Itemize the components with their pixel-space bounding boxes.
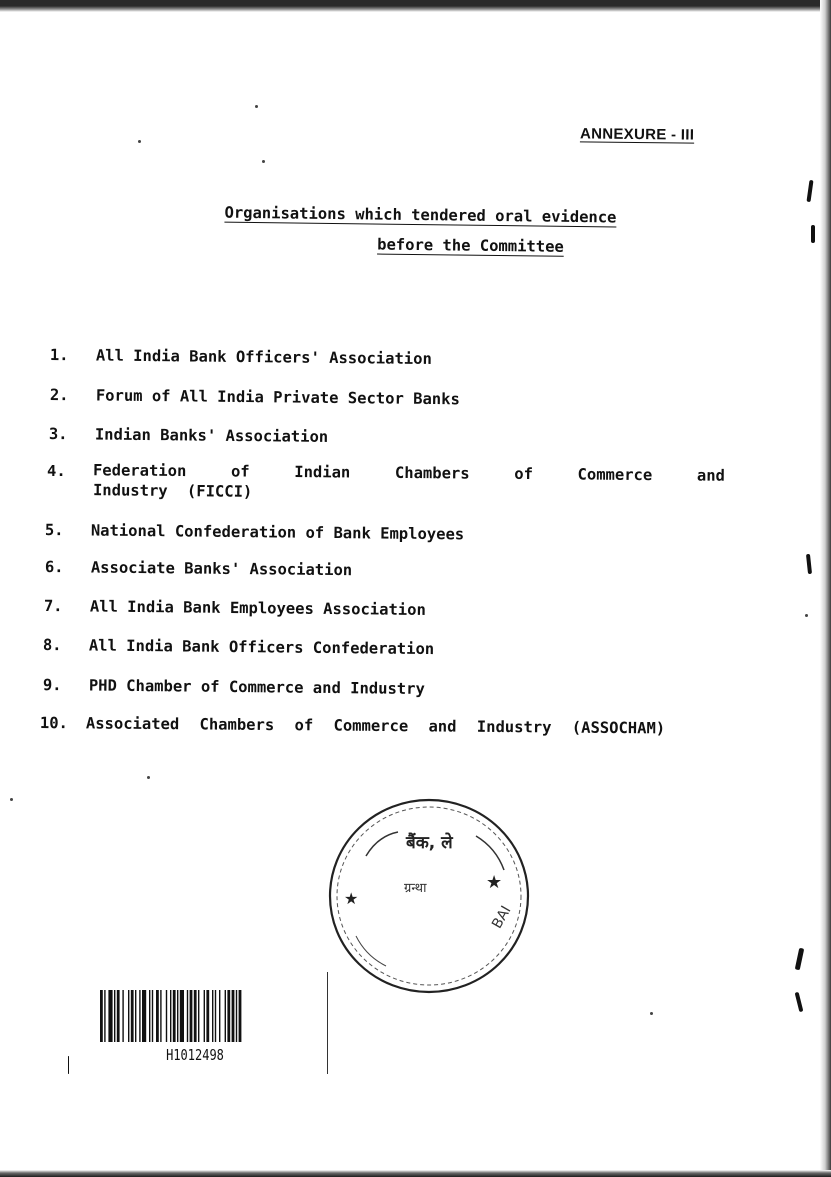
scan-speck bbox=[10, 798, 13, 801]
stamp-middle-text: ग्रन्था bbox=[404, 881, 427, 896]
barcode-bar bbox=[198, 990, 199, 1042]
scan-mark bbox=[795, 992, 804, 1012]
item-number: 7. bbox=[43, 597, 63, 616]
scan-speck bbox=[255, 105, 258, 108]
scan-edge-bottom bbox=[0, 1170, 831, 1177]
library-stamp bbox=[326, 796, 532, 996]
barcode-bar bbox=[131, 990, 134, 1042]
barcode-bar bbox=[122, 990, 123, 1042]
item-text: Indian Banks' Association bbox=[94, 425, 329, 446]
barcode-bar bbox=[204, 990, 205, 1042]
barcode-bar bbox=[152, 990, 153, 1042]
barcode-bar bbox=[166, 990, 167, 1042]
barcode-bar bbox=[206, 990, 209, 1042]
item-word: Indian bbox=[294, 462, 351, 482]
item-text: Forum of All India Private Sector Banks bbox=[95, 386, 460, 409]
barcode-bar bbox=[108, 990, 112, 1042]
barcode-bar bbox=[225, 990, 226, 1042]
item-text: All India Bank Officers' Association bbox=[95, 346, 432, 368]
barcode-bar bbox=[160, 990, 161, 1042]
barcode-bar bbox=[104, 990, 105, 1042]
item-word: of bbox=[230, 462, 250, 481]
item-word: of bbox=[514, 464, 534, 484]
barcode-bar bbox=[187, 990, 188, 1042]
item-number: 6. bbox=[44, 558, 64, 577]
star-icon: ★ bbox=[344, 889, 359, 908]
barcode-bar bbox=[180, 990, 184, 1042]
scan-edge-right bbox=[820, 0, 831, 1177]
barcode-bar bbox=[215, 990, 216, 1042]
page-title-line1: Organisations which tendered oral evidence bbox=[224, 203, 617, 227]
item-number: 1. bbox=[49, 346, 69, 365]
stamp-right-text: BAI bbox=[489, 903, 515, 932]
barcode-bar bbox=[114, 990, 115, 1042]
item-text-line2: Industry (FICCI) bbox=[92, 481, 253, 501]
item-number: 5. bbox=[44, 521, 64, 540]
barcode-bar bbox=[190, 990, 193, 1042]
barcode-bar bbox=[177, 990, 178, 1042]
item-text: Associated Chambers of Commerce and Industry (ASSOCHAM) bbox=[85, 714, 666, 738]
scan-mark bbox=[811, 225, 815, 243]
item-text: PHD Chamber of Commerce and Industry bbox=[88, 676, 425, 698]
item-number: 3. bbox=[48, 425, 68, 444]
stamp-top-text: बैंक, ले bbox=[406, 833, 453, 853]
scan-speck bbox=[650, 1012, 653, 1015]
item-text: Associate Banks' Association bbox=[90, 558, 353, 580]
barcode-bar bbox=[128, 990, 129, 1042]
scan-mark bbox=[795, 948, 804, 971]
item-text: National Confederation of Bank Employees bbox=[90, 521, 465, 544]
page-title-line2: before the Committee bbox=[377, 235, 564, 256]
barcode bbox=[100, 990, 290, 1042]
barcode-bar bbox=[173, 990, 176, 1042]
barcode-bar bbox=[100, 990, 103, 1042]
item-number: 9. bbox=[42, 676, 62, 695]
barcode-bar bbox=[227, 990, 230, 1042]
item-number: 8. bbox=[42, 636, 62, 655]
item-word: Chambers bbox=[394, 463, 470, 483]
scan-speck bbox=[138, 140, 141, 143]
scan-mark bbox=[68, 1056, 69, 1074]
barcode-bar bbox=[142, 990, 146, 1042]
scan-mark bbox=[806, 554, 812, 574]
scan-speck bbox=[262, 160, 265, 163]
scan-speck bbox=[147, 776, 150, 779]
barcode-bar bbox=[239, 990, 242, 1042]
barcode-bar bbox=[149, 990, 150, 1042]
barcode-number: H1012498 bbox=[166, 1046, 224, 1064]
barcode-bar bbox=[236, 990, 237, 1042]
scan-edge-top bbox=[0, 0, 831, 12]
item-number: 4. bbox=[47, 462, 66, 480]
barcode-bar bbox=[135, 990, 136, 1042]
item-number: 10. bbox=[39, 714, 68, 733]
barcode-bar bbox=[212, 990, 213, 1042]
barcode-bar bbox=[139, 990, 140, 1042]
item-word: and bbox=[696, 466, 725, 485]
divider-line bbox=[327, 972, 328, 1074]
item-text: All India Bank Employees Association bbox=[89, 597, 426, 619]
item-word: Federation bbox=[92, 461, 187, 481]
item-text: All India Bank Officers Confederation bbox=[88, 636, 435, 659]
scan-mark bbox=[806, 180, 813, 202]
barcode-bar bbox=[232, 990, 235, 1042]
barcode-bar bbox=[170, 990, 171, 1042]
barcode-bar bbox=[219, 990, 220, 1042]
star-icon: ★ bbox=[486, 872, 503, 893]
annexure-heading: ANNEXURE - III bbox=[579, 125, 695, 144]
item-number: 2. bbox=[49, 386, 69, 405]
barcode-bar bbox=[117, 990, 120, 1042]
item-word: Commerce bbox=[577, 465, 653, 485]
scan-speck bbox=[805, 614, 808, 617]
barcode-bar bbox=[156, 990, 159, 1042]
barcode-bar bbox=[194, 990, 197, 1042]
